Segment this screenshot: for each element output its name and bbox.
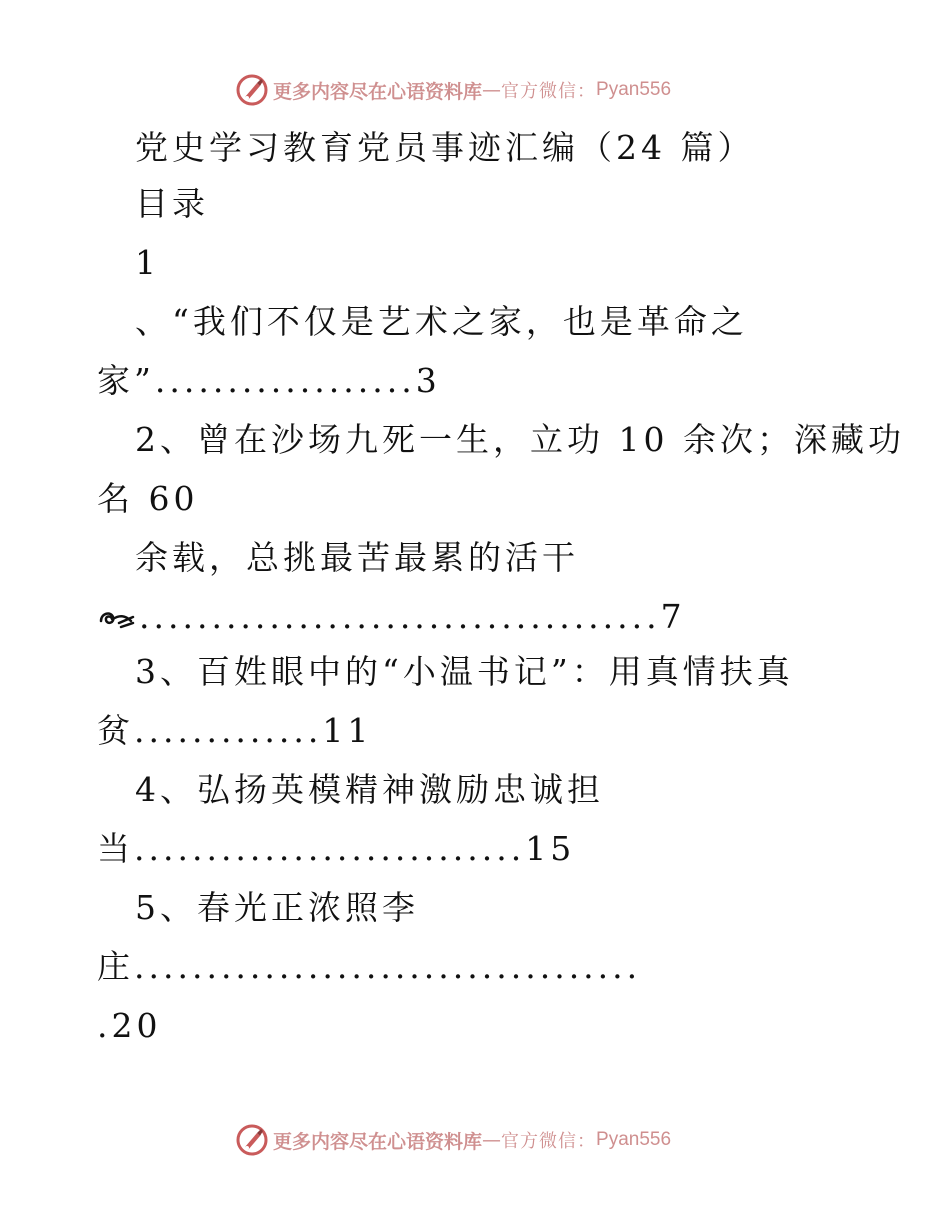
watermark-header <box>235 73 671 107</box>
toc-entry-1-title: 、“我们不仅是艺术之家，也是革命之 <box>135 302 748 341</box>
fountain-pen-logo-icon <box>235 73 269 107</box>
toc-entry-5-leader: ................................... <box>134 947 642 986</box>
toc-entry-2-title: 2、曾在沙场九死一生，立功 10 余次；深藏功 <box>135 420 905 459</box>
toc-entry-4-title-end: 当 <box>97 829 134 868</box>
toc-entry-2-title-line3: 余载，总挑最苦最累的活干 <box>135 538 579 577</box>
watermark-id: Pyan556 <box>596 1129 672 1150</box>
watermark-separator: — <box>482 1129 502 1151</box>
watermark-id: Pyan556 <box>596 79 672 100</box>
toc-entry-3-continuation[interactable] <box>97 711 372 751</box>
watermark-label: 官方微信： <box>501 1131 597 1152</box>
watermark-text: 更多内容尽在心语资料库 <box>273 80 483 103</box>
toc-entry-1-title-end: 家” <box>97 361 155 400</box>
toc-entry-5-title-end: 庄 <box>97 947 134 986</box>
watermark-text: 更多内容尽在心语资料库 <box>273 1130 483 1153</box>
toc-entry-5-continuation[interactable] <box>97 947 641 987</box>
toc-entry-2-continuation[interactable] <box>97 597 686 637</box>
toc-entry-3-title-end: 贫 <box>97 711 134 750</box>
toc-entry-4-leader: ........................... <box>134 829 526 868</box>
toc-entry-2-page: 7 <box>660 597 686 636</box>
toc-entry-4-title: 4、弘扬英模精神激励忠诚担 <box>135 770 604 809</box>
toc-entry-3-leader: ............. <box>134 711 323 750</box>
toc-entry-2-leader: .................................... <box>139 597 661 636</box>
toc-entry-1-number: 1 <box>135 243 160 282</box>
toc-entry-4-continuation[interactable] <box>97 829 575 869</box>
toc-entry-1-continuation[interactable] <box>97 361 441 401</box>
toc-entry-3-title: 3、百姓眼中的“小温书记”：用真情扶真 <box>135 652 794 691</box>
toc-entry-1-page: 3 <box>415 361 441 400</box>
fountain-pen-logo-icon <box>235 1123 269 1157</box>
toc-entry-5-page[interactable]: .20 <box>97 1006 162 1045</box>
toc-heading: 目录 <box>135 184 209 223</box>
scroll-ornament-icon <box>97 605 137 633</box>
toc-entry-2-title-line2: 名 60 <box>97 479 199 518</box>
toc-entry-5-title: 5、春光正浓照李 <box>135 888 419 927</box>
document-title: 党史学习教育党员事迹汇编（24 篇） <box>135 128 755 167</box>
watermark-label: 官方微信： <box>501 81 597 102</box>
toc-entry-3-page: 11 <box>322 711 373 750</box>
watermark-footer <box>235 1123 671 1157</box>
toc-entry-1-leader: .................. <box>154 361 416 400</box>
toc-entry-4-page: 15 <box>525 829 576 868</box>
watermark-separator: — <box>482 79 502 101</box>
